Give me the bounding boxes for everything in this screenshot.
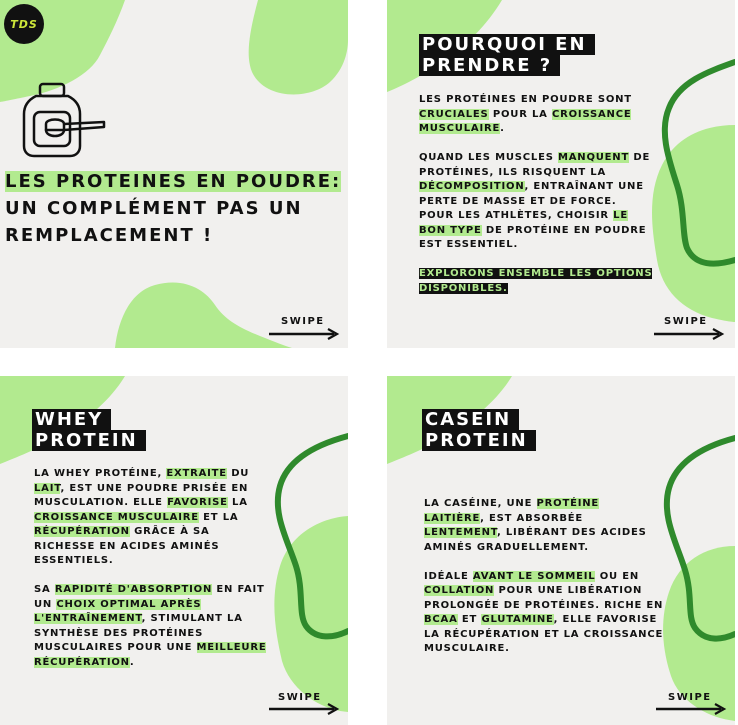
swipe-label[interactable]: SWIPE (281, 316, 325, 327)
casein-paragraph-2: IDÉALE AVANT LE SOMMEIL OU EN COLLATION POUR UNE LIBÉRATION PROLONGÉE DE PROTÉINES. RICHE EN BCAA ET GLUTAMINE, ELLE FAVORISE LA RÉCUPÉRATION ET LA CROISSANCE MUSCULAIRE. (424, 570, 664, 654)
whey-heading-line2: PROTEIN (32, 430, 146, 451)
why-paragraph-3: EXPLORONS ENSEMBLE LES OPTIONS DISPONIBLES. (419, 268, 653, 294)
casein-paragraph-1: LA CASÉINE, UNE PROTÉINE LAITIÈRE, EST ABSORBÉE LENTEMENT, LIBÉRANT DES ACIDES AMINÉS GRADUELLEMENT. (424, 498, 647, 553)
why-paragraph-2: QUAND LES MUSCLES MANQUENT DE PROTÉINES, ILS RISQUENT LA DÉCOMPOSITION, ENTRAÎNANT UNE PERTE DE MASSE ET DE FORCE. POUR LES ATHLÈTES, CHOISIR LE BON TYPE DE PROTÉINE EN POUDRE EST ESSENTIEL. (419, 152, 651, 250)
swipe-label[interactable]: SWIPE (664, 316, 708, 327)
arrow-right-icon[interactable] (655, 703, 727, 715)
whey-heading-line1: WHEY (32, 409, 111, 430)
whey-paragraph-2: SA RAPIDITÉ D'ABSORPTION EN FAIT UN CHOIX OPTIMAL APRÈS L'ENTRAÎNEMENT, STIMULANT LA SYNTHÈSE DES PROTÉINES MUSCULAIRES POUR UNE MEILLEURE RÉCUPÉRATION. (34, 584, 267, 668)
whey-paragraph-1: LA WHEY PROTÉINE, EXTRAITE DU LAIT, EST UNE POUDRE PRISÉE EN MUSCULATION. ELLE FAVORISE LA CROISSANCE MUSCULAIRE ET LA RÉCUPÉRATION GRÂCE À SA RICHESSE EN ACIDES AMINÉS ESSENTIELS. (34, 468, 250, 566)
casein-heading-line1: CASEIN (422, 409, 519, 430)
why-heading-line2: PRENDRE ? (419, 55, 560, 76)
casein-body (424, 497, 664, 671)
arrow-right-icon[interactable] (268, 703, 340, 715)
swipe-label[interactable]: SWIPE (668, 692, 712, 703)
why-body (419, 93, 655, 311)
casein-heading-line2: PROTEIN (422, 430, 536, 451)
intro-title-line2: UN COMPLÉMENT PAS UN (5, 198, 303, 219)
slide-whey (0, 376, 348, 725)
arrow-right-icon[interactable] (268, 328, 340, 340)
slide-casein (387, 376, 735, 725)
tds-logo: TDS (4, 4, 44, 44)
why-heading-line1: POURQUOI EN (419, 34, 595, 55)
arrow-right-icon[interactable] (653, 328, 725, 340)
intro-title-line1: LES PROTEINES EN POUDRE: (5, 171, 342, 192)
why-paragraph-1: LES PROTÉINES EN POUDRE SONT CRUCIALES POUR LA CROISSANCE MUSCULAIRE. (419, 94, 632, 134)
whey-body (34, 467, 270, 685)
protein-jar-icon (20, 80, 110, 160)
slide-intro (0, 0, 348, 348)
swipe-label[interactable]: SWIPE (278, 692, 322, 703)
intro-title-line3: REMPLACEMENT ! (5, 225, 214, 246)
slide-why (387, 0, 735, 348)
